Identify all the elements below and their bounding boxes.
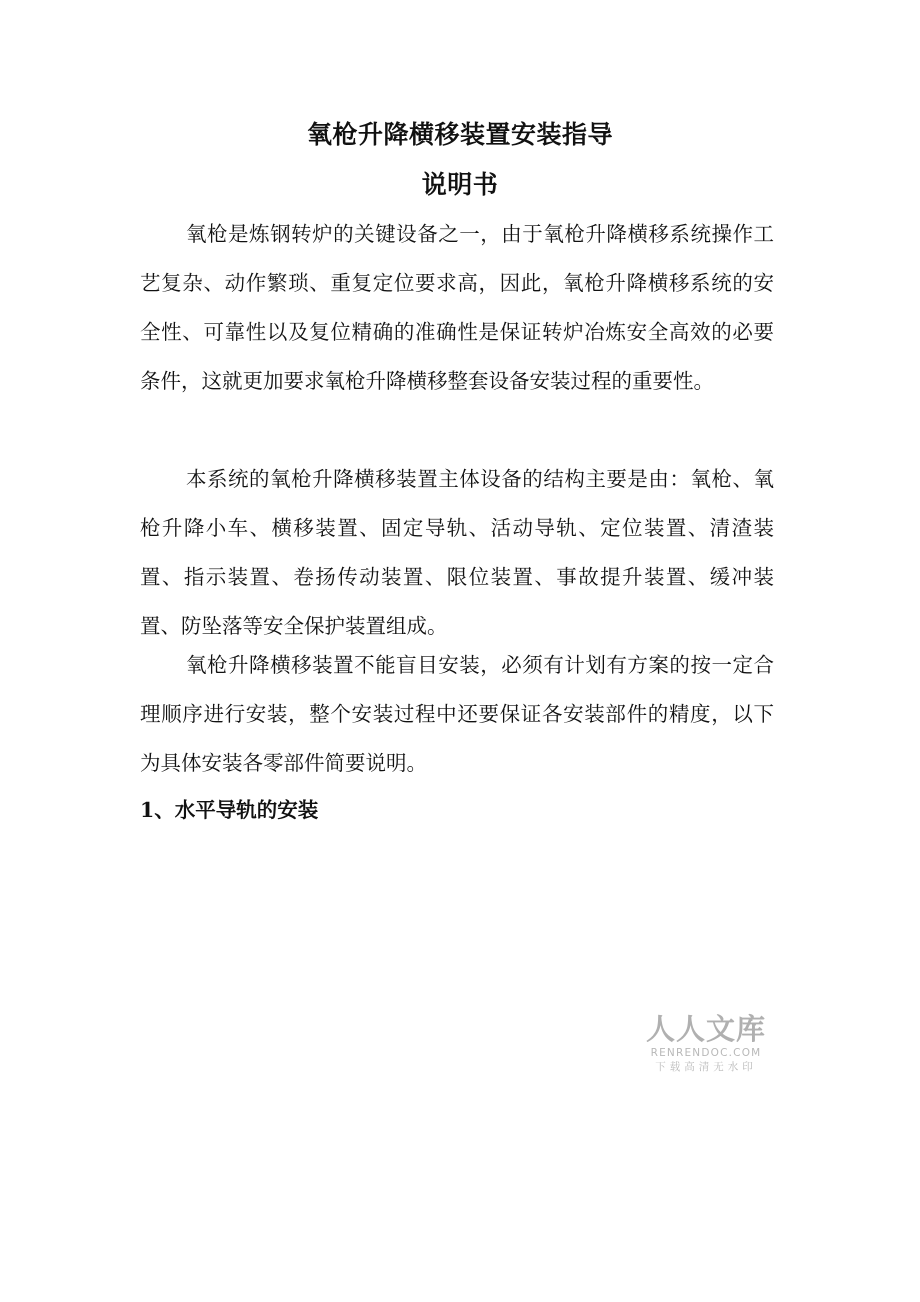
document-title: 氧枪升降横移装置安装指导: [306, 120, 613, 149]
paragraph-intro: 氧枪是炼钢转炉的关键设备之一，由于氧枪升降横移系统操作工艺复杂、动作繁琐、重复定位要求高，因此，氧枪升降横移系统的安全性、可靠性以及复位精确的准确性是保证转炉冶炼安全高效的必要条件，这就更加要求氧枪升降横移整套设备安装过程的重要性。: [140, 222, 774, 393]
watermark-note: 下载高清无水印: [655, 1061, 757, 1073]
watermark-url: RENRENDOC.COM: [650, 1047, 762, 1059]
document-subtitle: 说明书: [421, 170, 499, 199]
paragraph-structure: 本系统的氧枪升降横移装置主体设备的结构主要是由：氧枪、氧枪升降小车、横移装置、固定导轨、活动导轨、定位装置、清渣装置、指示装置、卷扬传动装置、限位装置、事故提升装置、缓冲装置、防坠落等安全保护装置组成。: [140, 467, 774, 638]
watermark-logo: 人人文库: [645, 1012, 766, 1046]
paragraph-installation-order: 氧枪升降横移装置不能盲目安装，必须有计划有方案的按一定合理顺序进行安装，整个安装过程中还要保证各安装部件的精度，以下为具体安装各零部件简要说明。: [140, 653, 774, 775]
watermark: [640, 1012, 772, 1075]
section-heading: 1、水平导轨的安装: [140, 798, 319, 822]
